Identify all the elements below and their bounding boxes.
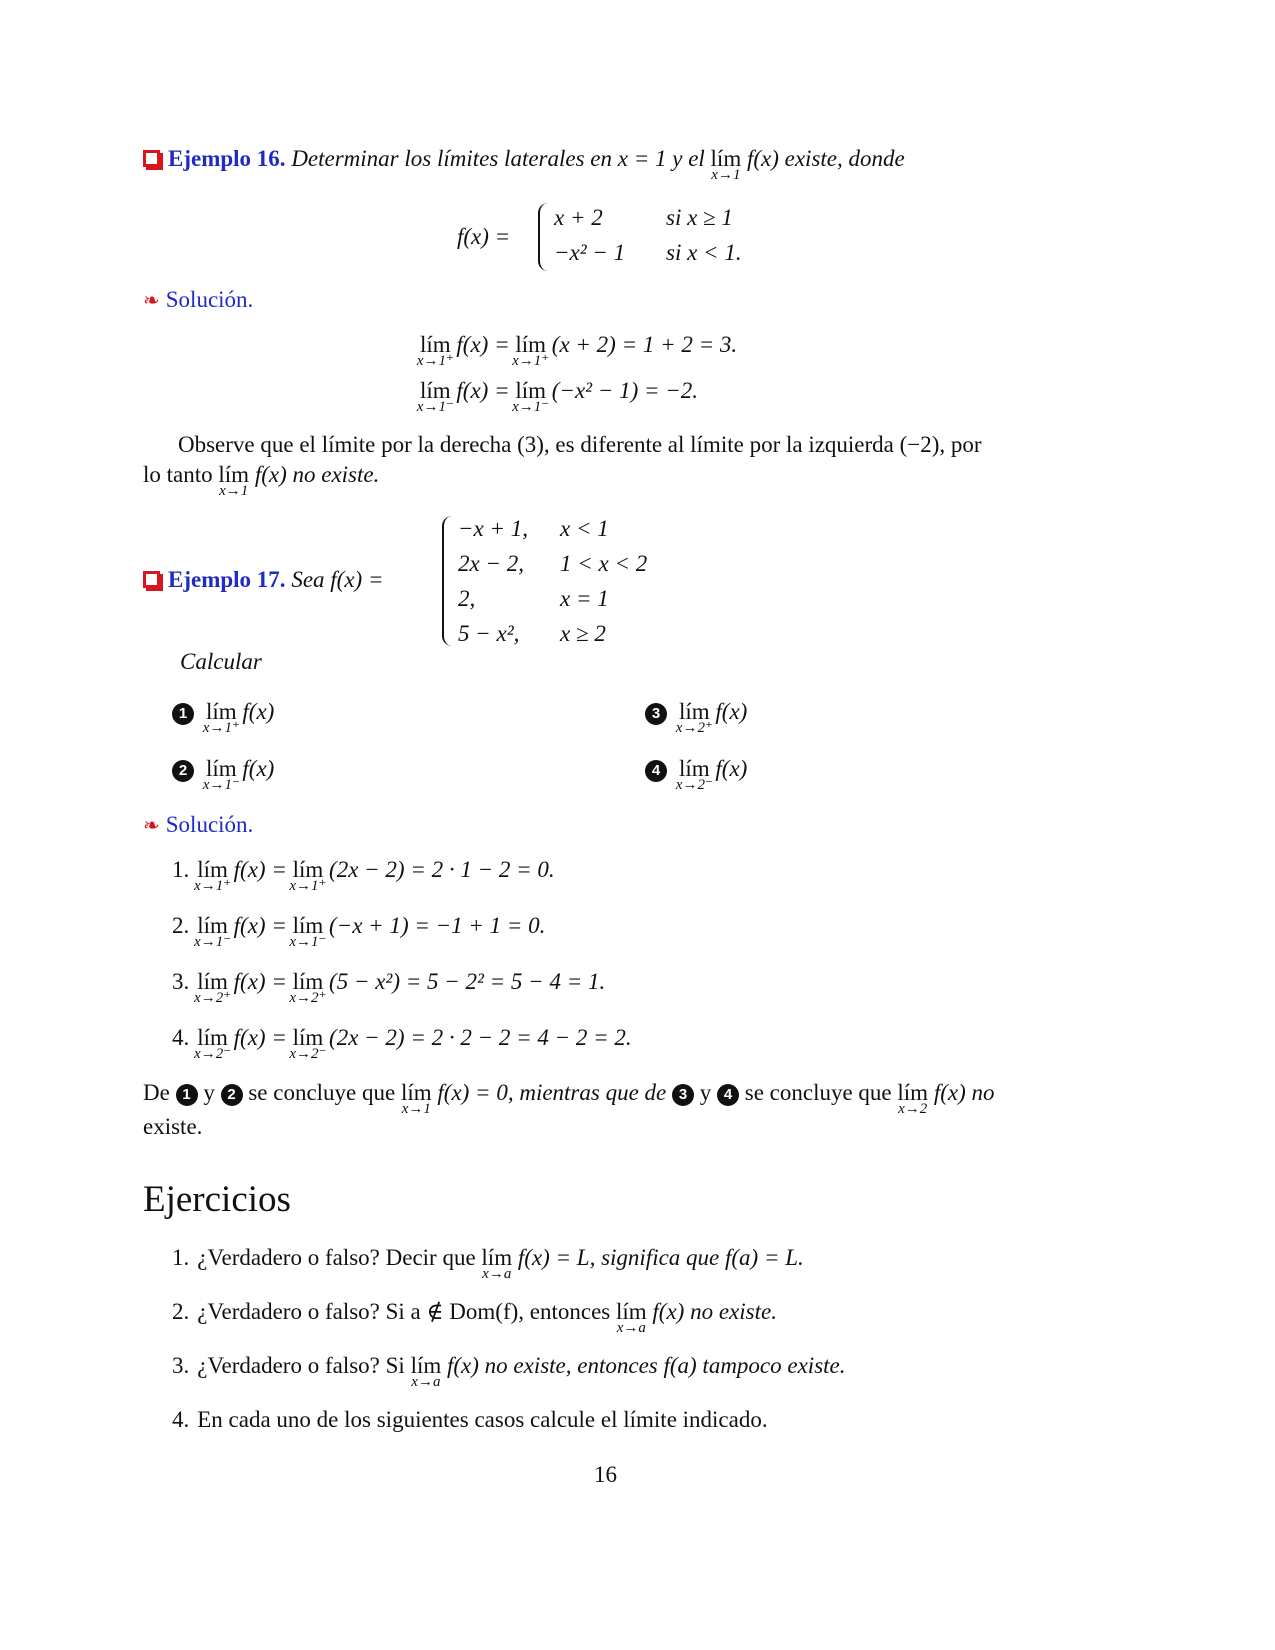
- limit-operator: lím x→1⁺: [416, 332, 454, 369]
- piecewise-brace: [442, 516, 454, 646]
- case-expr: 2,: [458, 586, 476, 611]
- box-bullet-icon: [143, 571, 160, 588]
- limit-operator: lím x→2⁺: [289, 969, 327, 1006]
- number-3-icon: 3: [672, 1084, 694, 1106]
- example-16-statement: Ejemplo 16. Determinar los límites laterales en x = 1 y el lím x→1 f(x) existe, donde: [143, 144, 905, 174]
- exercise-item: 4. En cada uno de los siguientes casos calcule el límite indicado.: [172, 1407, 768, 1432]
- limit-operator: lím x→1⁻: [512, 378, 550, 415]
- solution-step: 1. lím x→1⁺ f(x) = lím x→1⁺ (2x − 2) = 2 · 1 − 2 = 0.: [172, 857, 555, 894]
- exercise-item: 3. ¿Verdadero o falso? Si lím x→a f(x) no existe, entonces f(a) tampoco existe.: [172, 1353, 846, 1390]
- piecewise-fx-label: f(x) =: [457, 224, 511, 249]
- limit-operator: lím x→1⁺: [202, 699, 240, 736]
- solution-17-heading: ❧ Solución.: [143, 812, 254, 837]
- conclusion-paragraph-cont: existe.: [143, 1114, 203, 1139]
- solution-16-line-1: lím x→1⁺ f(x) = lím x→1⁺ (x + 2) = 1 + 2 = 3.: [416, 332, 738, 369]
- limit-operator: lím x→1⁻: [289, 913, 327, 950]
- case-expr: 2x − 2,: [458, 551, 524, 576]
- solution-16-heading: ❧ Solución.: [143, 287, 254, 312]
- calc-item: 3 lím x→2⁺ f(x): [645, 697, 747, 727]
- leaf-icon: ❧: [143, 290, 160, 312]
- limit-operator: lím x→1⁺: [194, 857, 232, 894]
- section-heading-ejercicios: Ejercicios: [143, 1179, 291, 1220]
- observation-paragraph-cont: lo tanto lím x→1 f(x) no existe.: [143, 462, 380, 499]
- calcular-label: Calcular: [180, 649, 262, 674]
- example-17-label: Ejemplo 17.: [168, 567, 286, 592]
- case-expr: x + 2: [554, 205, 603, 230]
- case-cond: si x < 1.: [666, 240, 742, 265]
- observation-paragraph: Observe que el límite por la derecha (3), es diferente al límite por la izquierda (−2), por: [178, 432, 982, 457]
- case-expr: 5 − x²,: [458, 621, 520, 646]
- number-4-icon: 4: [645, 760, 667, 782]
- limit-operator: lím x→a: [410, 1353, 442, 1390]
- limit-operator: lím x→1⁻: [194, 913, 232, 950]
- box-bullet-icon: [143, 150, 160, 167]
- limit-operator: lím x→1: [218, 462, 250, 499]
- example-16-label: Ejemplo 16.: [168, 146, 286, 171]
- number-2-icon: 2: [172, 760, 194, 782]
- limit-operator: lím x→2⁺: [675, 699, 713, 736]
- leaf-icon: ❧: [143, 815, 160, 837]
- case-cond: x < 1: [560, 516, 609, 541]
- solution-step: 2. lím x→1⁻ f(x) = lím x→1⁻ (−x + 1) = −1 + 1 = 0.: [172, 913, 546, 950]
- limit-operator: lím x→1⁻: [202, 756, 240, 793]
- page-number: 16: [594, 1462, 617, 1487]
- limit-operator: lím x→1⁻: [416, 378, 454, 415]
- piecewise-brace: [538, 203, 550, 271]
- case-cond: 1 < x < 2: [560, 551, 648, 576]
- conclusion-paragraph: De 1 y 2 se concluye que lím x→1 f(x) = 0, mientras que de 3 y 4 se concluye que lím x→2 f(x) no: [143, 1080, 995, 1117]
- exercise-item: 1. ¿Verdadero o falso? Decir que lím x→a f(x) = L, significa que f(a) = L.: [172, 1245, 804, 1282]
- number-4-icon: 4: [717, 1084, 739, 1106]
- case-cond: si x ≥ 1: [666, 205, 733, 230]
- solution-16-line-2: lím x→1⁻ f(x) = lím x→1⁻ (−x² − 1) = −2.: [416, 378, 699, 415]
- limit-operator: lím x→a: [481, 1245, 513, 1282]
- case-expr: −x² − 1: [554, 240, 626, 265]
- limit-operator: lím x→2: [897, 1080, 929, 1117]
- limit-operator: lím x→2⁻: [675, 756, 713, 793]
- limit-operator: lím x→2⁺: [194, 969, 232, 1006]
- case-cond: x = 1: [560, 586, 609, 611]
- limit-operator: lím x→2⁻: [289, 1025, 327, 1062]
- calc-item: 2 lím x→1⁻ f(x): [172, 754, 274, 784]
- number-1-icon: 1: [176, 1084, 198, 1106]
- number-3-icon: 3: [645, 703, 667, 725]
- case-expr: −x + 1,: [458, 516, 528, 541]
- calc-item: 4 lím x→2⁻ f(x): [645, 754, 747, 784]
- limit-operator: lím x→1⁺: [512, 332, 550, 369]
- limit-operator: lím x→2⁻: [194, 1025, 232, 1062]
- example-17-statement: Ejemplo 17. Sea f(x) =: [143, 565, 383, 595]
- calc-item: 1 lím x→1⁺ f(x): [172, 697, 274, 727]
- limit-operator: lím x→1: [710, 146, 742, 183]
- limit-operator: lím x→1⁺: [289, 857, 327, 894]
- number-2-icon: 2: [221, 1084, 243, 1106]
- case-cond: x ≥ 2: [560, 621, 606, 646]
- solution-step: 4. lím x→2⁻ f(x) = lím x→2⁻ (2x − 2) = 2 · 2 − 2 = 4 − 2 = 2.: [172, 1025, 632, 1062]
- exercise-item: 2. ¿Verdadero o falso? Si a ∉ Dom(f), entonces lím x→a f(x) no existe.: [172, 1299, 777, 1336]
- number-1-icon: 1: [172, 703, 194, 725]
- solution-step: 3. lím x→2⁺ f(x) = lím x→2⁺ (5 − x²) = 5 − 2² = 5 − 4 = 1.: [172, 969, 606, 1006]
- limit-operator: lím x→1: [400, 1080, 432, 1117]
- limit-operator: lím x→a: [616, 1299, 647, 1336]
